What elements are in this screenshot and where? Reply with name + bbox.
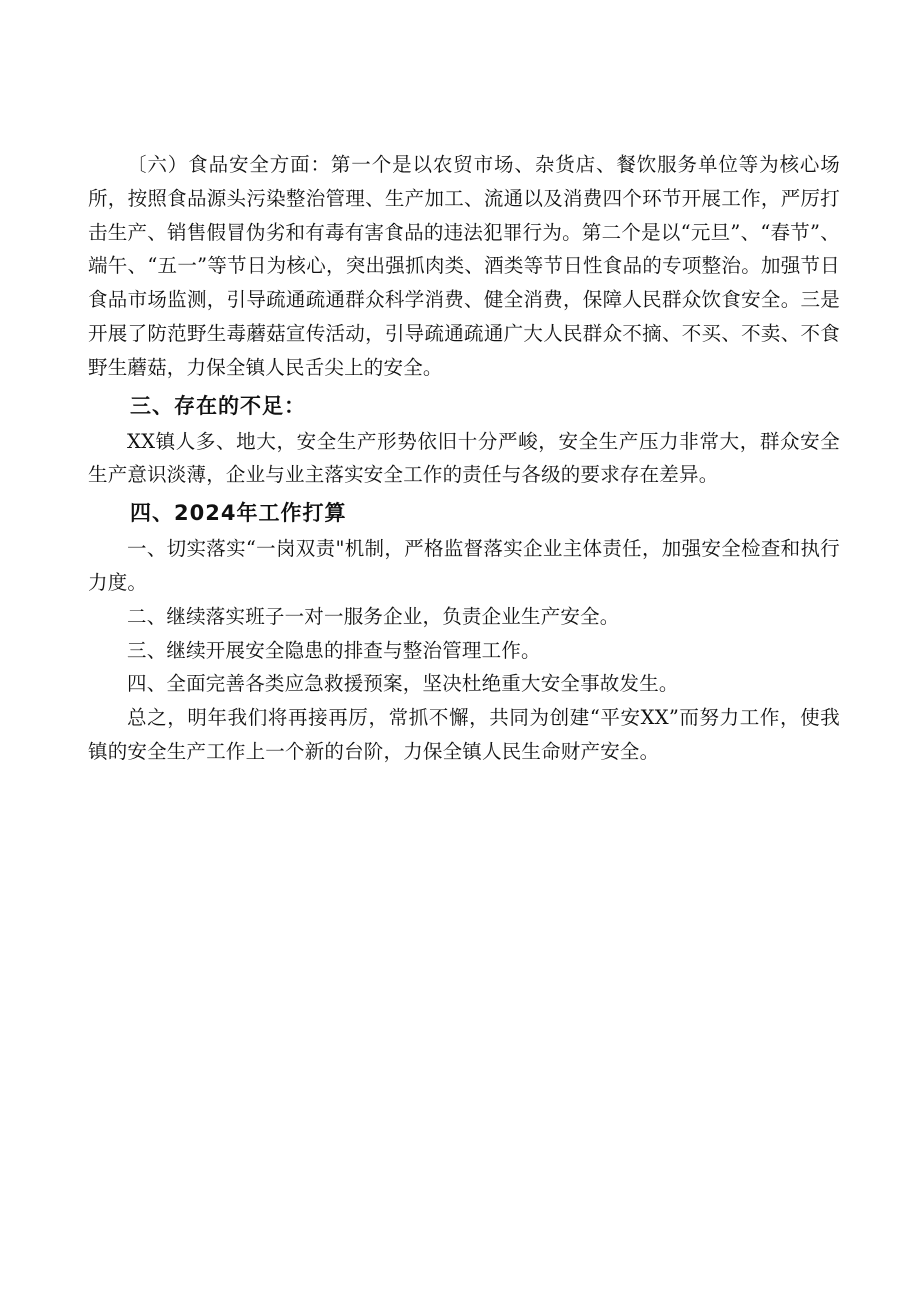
section-heading-2024-plan: 四、2024年工作打算: [130, 501, 347, 526]
shortcomings-paragraph: XX镇人多、地大，安全生产形势依旧十分严峻，安全生产压力非常大，群众安全生产意识淡薄，企业与业主落实安全工作的责任与各级的要求存在差异。: [88, 429, 840, 487]
plan-item-1: 一、切实落实“一岗双责"机制，严格监督落实企业主体责任，加强安全检查和执行力度。: [88, 537, 840, 594]
food-safety-paragraph: 〔六）食品安全方面：第一个是以农贸市场、杂货店、餐饮服务单位等为核心场所，按照食品源头污染整治管理、生产加工、流通以及消费四个环节开展工作，严厉打击生产、销售假冒伪劣和有毒有害食品的违法犯罪行为。第二个是以“元旦”、“春节”、端午、“五一”等节日为核心，突出强抓肉类、酒类等节日性食品的专项整治。加强节日食品市场监测，引导疏通疏通群众科学消费、健全消费，保障人民群众饮食安全。三是开展了防范野生毒蘑菇宣传活动，引导疏通疏通广大人民群众不摘、不买、不卖、不食野生蘑菇，力保全镇人民舌尖上的安全。: [88, 153, 840, 379]
plan-item-4: 四、全面完善各类应急救援预案，坚决杜绝重大安全事故发生。: [127, 672, 679, 696]
document-page: [88, 148, 840, 769]
conclusion-paragraph: 总之，明年我们将再接再厉，常抓不懈，共同为创建“平安XX”而努力工作，使我镇的安全生产工作上一个新的台阶，力保全镇人民生命财产安全。: [88, 706, 840, 763]
section-heading-shortcomings: 三、存在的不足：: [130, 393, 306, 418]
plan-item-2: 二、继续落实班子一对一服务企业，负责企业生产安全。: [127, 604, 620, 628]
plan-item-3: 三、继续开展安全隐患的排查与整治管理工作。: [127, 638, 541, 662]
